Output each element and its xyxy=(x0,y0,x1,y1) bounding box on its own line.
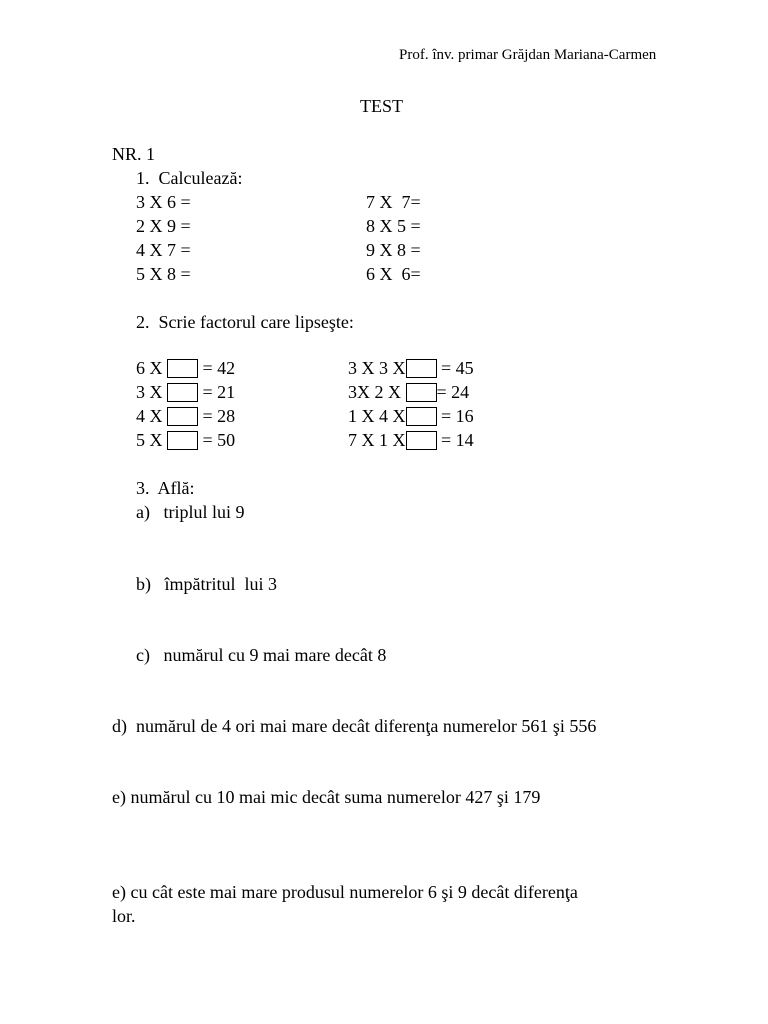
ex2-left-row-2: 4 X = 28 xyxy=(136,406,236,426)
ex2-left-row-1: 3 X = 21 xyxy=(136,382,236,402)
answer-box[interactable] xyxy=(406,431,437,450)
ex1-right-2: 9 X 8 = xyxy=(366,240,421,260)
ex1-right-0: 7 X 7= xyxy=(366,192,421,212)
answer-box[interactable] xyxy=(167,431,198,450)
ex3-heading: 3. Află: xyxy=(136,478,195,498)
ex1-right-1: 8 X 5 = xyxy=(366,216,421,236)
answer-box[interactable] xyxy=(167,407,198,426)
ex1-left-1: 2 X 9 = xyxy=(136,216,191,236)
ex2-right-row-2: 1 X 4 X = 16 xyxy=(348,406,474,426)
answer-box[interactable] xyxy=(406,407,437,426)
ex2-heading: 2. Scrie factorul care lipseşte: xyxy=(136,312,354,332)
answer-box[interactable] xyxy=(167,359,198,378)
answer-box[interactable] xyxy=(167,383,198,402)
answer-box[interactable] xyxy=(406,359,437,378)
ex3-item-a: a) triplul lui 9 xyxy=(136,502,245,522)
ex3-item-e2-line2: lor. xyxy=(112,906,136,926)
ex2-right-row-1: 3X 2 X = 24 xyxy=(348,382,470,402)
ex2-left-row-3: 5 X = 50 xyxy=(136,430,236,450)
ex3-item-e2-line1: e) cu cât este mai mare produsul numerelor 6 şi 9 decât diferenţa xyxy=(112,882,578,902)
ex3-item-b: b) împătritul lui 3 xyxy=(136,574,277,594)
ex3-item-e1: e) numărul cu 10 mai mic decât suma numerelor 427 şi 179 xyxy=(112,787,541,807)
ex1-right-3: 6 X 6= xyxy=(366,264,421,284)
page-title: TEST xyxy=(360,96,403,116)
author-header: Prof. înv. primar Grăjdan Mariana-Carmen xyxy=(399,47,657,63)
ex1-heading: 1. Calculează: xyxy=(136,168,243,188)
ex2-right-row-3: 7 X 1 X = 14 xyxy=(348,430,474,450)
answer-box[interactable] xyxy=(406,383,437,402)
test-number: NR. 1 xyxy=(112,144,156,164)
ex1-left-2: 4 X 7 = xyxy=(136,240,191,260)
ex2-left-row-0: 6 X = 42 xyxy=(136,358,236,378)
ex2-right-row-0: 3 X 3 X = 45 xyxy=(348,358,474,378)
ex1-left-0: 3 X 6 = xyxy=(136,192,191,212)
ex1-left-3: 5 X 8 = xyxy=(136,264,191,284)
ex3-item-d: d) numărul de 4 ori mai mare decât diferenţa numerelor 561 şi 556 xyxy=(112,716,597,736)
ex3-item-c: c) numărul cu 9 mai mare decât 8 xyxy=(136,645,387,665)
